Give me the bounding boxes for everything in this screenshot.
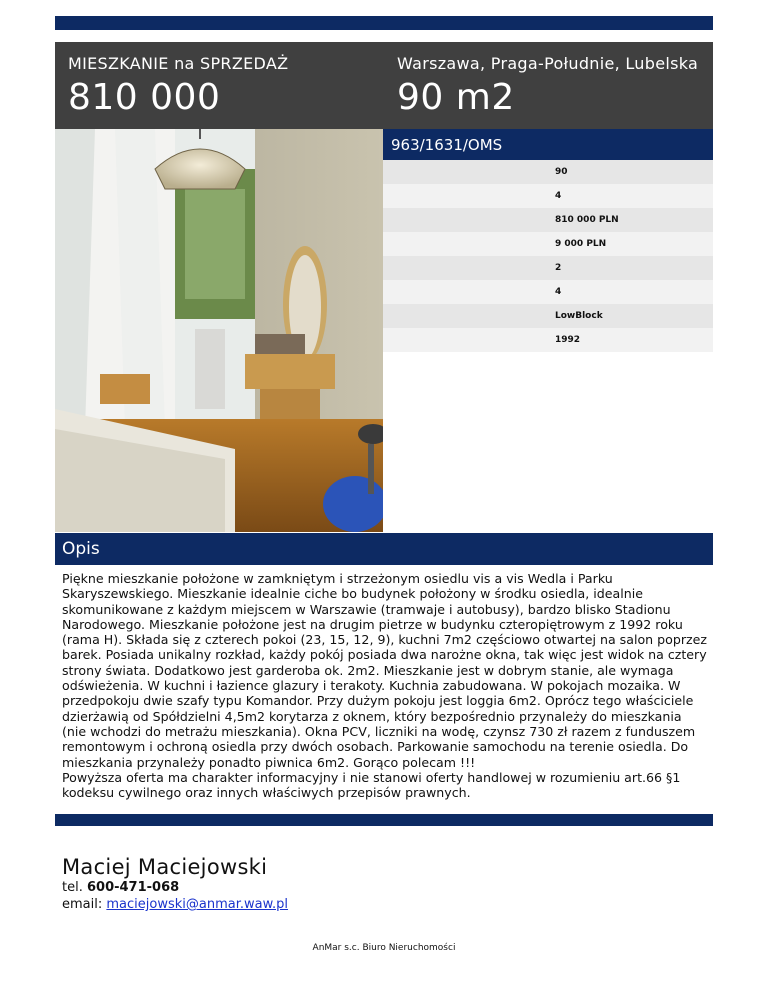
param-row [383, 184, 713, 208]
param-value: LowBlock [555, 311, 603, 321]
param-label [383, 184, 546, 208]
description-text: Piękne mieszkanie położone w zamkniętym i strzeżonym osiedlu vis a vis Wedla i Parku Skaryszewskiego. Mieszkanie idealnie ciche bo budynek położony w środku osiedla, idealnie skomunikowane z każdym miejscem w Warszawie (tramwaje i autobusy), bardzo blisko Stadionu Narodowego. Mieszkanie położone jest na drugim pietrze w budynku czteropiętrowym z 1992 roku (rama H). Składa się z czterech pokoi (23, 15, 12, 9), kuchni 7m2 częściowo otwartej na salon poprzez barek. Posiada unikalny rozkład, każdy pokój posiada dwa narożne okna, tak więc jest widok na cztery strony świata. Dodatkowo jest garderoba ok. 2m2. Mieszkanie jest w dobrym stanie, ale wymaga odświeżenia. W kuchni i łazience glazury i terakoty. Kuchnia zabudowana. W pokojach mozaika. W przedpokoju dwie szafy typu Komandor. Przy dużym pokoju jest loggia 6m2. Oprócz tego właściciele dzierżawią od Spółdzielni 4,5m2 korytarza z oknem, który bezpośrednio przynależy do mieszkania (nie wchodzi do metrażu mieszkania). Okna PCV, liczniki na wodę, czynsz 730 zł razem z funduszem remontowym i ochroną osiedla przy dwóch osobach. Parkowanie samochodu na terenie osiedla. Do mieszkania przynależy ponadto piwnica 6m2. Gorąco polecam !!! [62, 571, 707, 770]
param-label [383, 304, 546, 328]
params-table [383, 160, 713, 352]
param-value: 2 [555, 263, 562, 273]
param-label [383, 160, 546, 184]
param-row [383, 304, 713, 328]
offer-header [55, 42, 713, 129]
bottom-accent-bar [55, 814, 713, 826]
param-value: 810 000 PLN [555, 215, 619, 225]
agent-name: Maciej Maciejowski [62, 855, 268, 879]
property-photo [55, 129, 383, 532]
agent-email-line [62, 896, 288, 913]
param-label [383, 256, 546, 280]
param-row [383, 160, 713, 184]
param-row [383, 280, 713, 304]
offer-area: 90 m2 [397, 77, 515, 118]
disclaimer-text: Powyższa oferta ma charakter informacyjny i nie stanowi oferty handlowej w rozumieniu art.66 §1 kodeksu cywilnego oraz innych właściwych przepisów prawnych. [62, 769, 681, 801]
param-value: 90 [555, 167, 568, 177]
description-block [62, 571, 707, 800]
footer-company: AnMar s.c. Biuro Nieruchomości [312, 943, 456, 953]
agent-phone: 600-471-068 [86, 880, 180, 895]
email-label: email: [62, 897, 103, 912]
section-title-opis: Opis [55, 533, 713, 565]
param-row [383, 232, 713, 256]
agent-email-link[interactable]: maciejowski@anmar.waw.pl [106, 897, 289, 912]
param-value: 4 [555, 287, 562, 297]
param-label [383, 280, 546, 304]
agent-phone-line [62, 879, 288, 896]
offer-reference: 963/1631/OMS [383, 129, 713, 160]
offer-location: Warszawa, Praga-Południe, Lubelska [397, 54, 699, 73]
offer-type: MIESZKANIE na SPRZEDAŻ [68, 54, 289, 73]
agent-contact [62, 855, 288, 913]
param-row [383, 256, 713, 280]
param-label [383, 208, 546, 232]
phone-label: tel. [62, 880, 83, 895]
offer-price: 810 000 [68, 77, 221, 118]
top-accent-bar [55, 16, 713, 30]
param-row [383, 328, 713, 352]
param-value: 1992 [555, 335, 581, 345]
header-left [68, 54, 288, 118]
param-value: 9 000 PLN [555, 239, 607, 249]
param-label [383, 232, 546, 256]
param-row [383, 208, 713, 232]
header-right [397, 54, 698, 118]
param-label [383, 328, 546, 352]
param-value: 4 [555, 191, 562, 201]
